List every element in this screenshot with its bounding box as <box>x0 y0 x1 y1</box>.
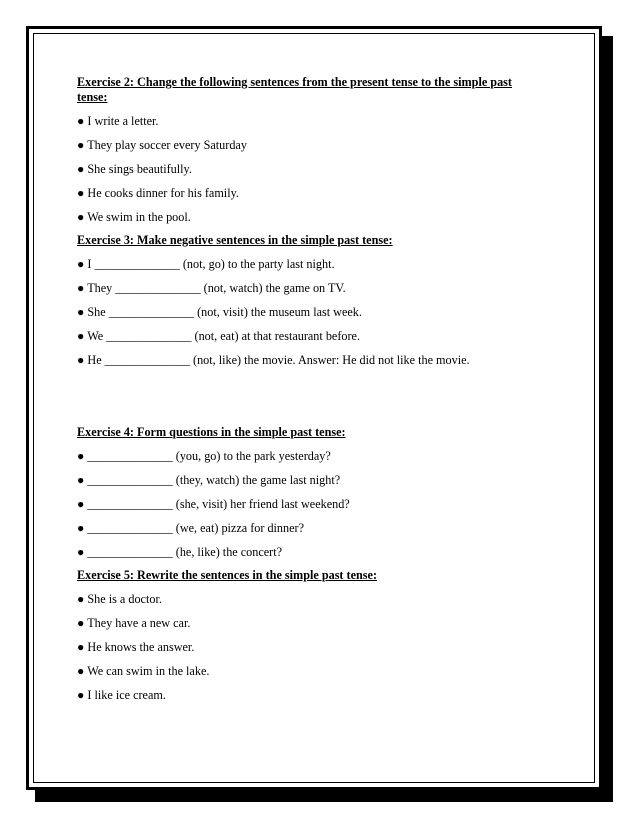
exercise-5-heading: Exercise 5: Rewrite the sentences in the simple past tense: <box>77 568 377 582</box>
exercise-3-section <box>77 233 547 368</box>
list-item: ● I like ice cream. <box>77 688 166 702</box>
list-item: ● He knows the answer. <box>77 640 195 654</box>
list-item: ● She is a doctor. <box>77 592 162 606</box>
list-item: ● I write a letter. <box>77 114 159 128</box>
list-item: ● We can swim in the lake. <box>77 664 210 678</box>
exercise-2-heading-line2: tense: <box>77 90 108 104</box>
list-item: ● ______________ (they, watch) the game last night? <box>77 473 341 487</box>
exercise-2-heading-line1: Exercise 2: Change the following sentences from the present tense to the simple past <box>77 75 512 89</box>
list-item: ● They ______________ (not, watch) the game on TV. <box>77 281 346 295</box>
list-item: ● He cooks dinner for his family. <box>77 186 239 200</box>
list-item: ● ______________ (you, go) to the park yesterday? <box>77 449 331 463</box>
list-item: ● She ______________ (not, visit) the museum last week. <box>77 305 362 319</box>
list-item: ● ______________ (he, like) the concert? <box>77 545 283 559</box>
exercise-3-heading: Exercise 3: Make negative sentences in the simple past tense: <box>77 233 393 247</box>
list-item: ● ______________ (we, eat) pizza for dinner? <box>77 521 304 535</box>
exercise-2-section <box>77 75 547 225</box>
list-item: ● She sings beautifully. <box>77 162 192 176</box>
list-item: ● ______________ (she, visit) her friend last weekend? <box>77 497 350 511</box>
list-item: ● I ______________ (not, go) to the party last night. <box>77 257 335 271</box>
exercise-4-heading: Exercise 4: Form questions in the simple past tense: <box>77 425 346 439</box>
worksheet-content <box>77 75 547 703</box>
exercise-2-heading <box>77 75 547 105</box>
exercise-4-section <box>77 425 547 560</box>
list-item: ● We swim in the pool. <box>77 210 191 224</box>
list-item: ● He ______________ (not, like) the movie. Answer: He did not like the movie. <box>77 353 470 367</box>
list-item: ● We ______________ (not, eat) at that restaurant before. <box>77 329 360 343</box>
list-item: ● They play soccer every Saturday <box>77 138 247 152</box>
list-item: ● They have a new car. <box>77 616 191 630</box>
exercise-5-section <box>77 568 547 703</box>
